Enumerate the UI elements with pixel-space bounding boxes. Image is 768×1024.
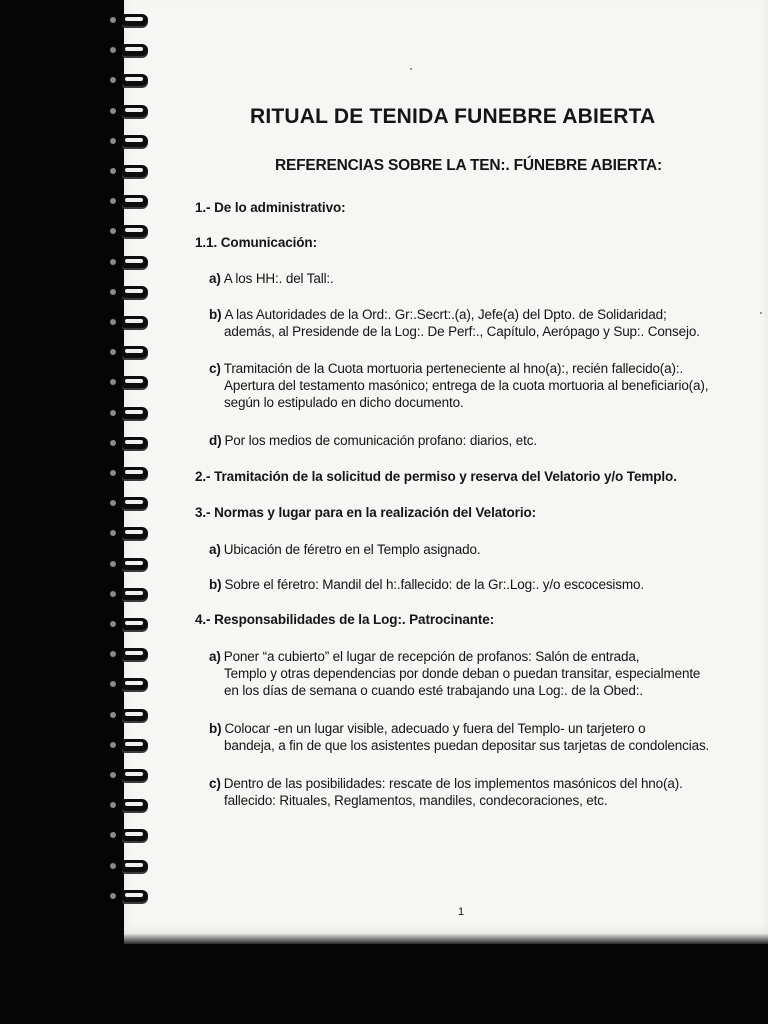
binding-hole [110, 379, 116, 385]
item-label: a) [209, 649, 221, 664]
binding-hole [110, 108, 116, 114]
spiral-coil [122, 709, 148, 721]
spiral-coil [122, 346, 148, 358]
section-heading-4: 4.- Responsabilidades de la Log:. Patrocinante: [195, 612, 495, 627]
binding-hole [110, 168, 116, 174]
spiral-coil [122, 195, 148, 207]
paper-bottom-shadow [124, 934, 768, 944]
binding-hole [110, 712, 116, 718]
binding-hole [110, 893, 116, 899]
item-text: Colocar -en un lugar visible, adecuado y fuera del Templo- un tarjetero o [224, 721, 646, 736]
spiral-coil [122, 316, 148, 328]
binding-hole [110, 259, 116, 265]
binding-hole [110, 832, 116, 838]
binding-hole [110, 561, 116, 567]
list-item [209, 360, 734, 411]
spiral-coil [122, 105, 148, 117]
spiral-coil [122, 256, 148, 268]
binding-hole [110, 349, 116, 355]
item-text: Tramitación de la Cuota mortuoria perteneciente al hno(a):, recién fallecido(a):. [223, 361, 684, 376]
binding-hole [110, 228, 116, 234]
spiral-coil [122, 135, 148, 147]
spiral-coil [122, 407, 148, 419]
dust-speck [760, 312, 762, 314]
item-label: b) [209, 307, 222, 322]
dust-speck [410, 68, 412, 70]
item-label: b) [209, 721, 222, 736]
binding-hole [110, 198, 116, 204]
item-text: fallecido: Rituales, Reglamentos, mandiles, condecoraciones, etc. [224, 793, 608, 808]
binding-hole [110, 591, 116, 597]
item-text: Apertura del testamento masónico; entrega de la cuota mortuoria al beneficiario(a), [224, 378, 709, 393]
binding-hole [110, 77, 116, 83]
spiral-coil [122, 14, 148, 26]
spiral-coil [122, 527, 148, 539]
item-text: además, al Presidende de la Log:. De Perf:., Capítulo, Aerópago y Sup:. Consejo. [224, 324, 700, 339]
item-text: según lo estipulado en dicho documento. [224, 395, 464, 410]
spiral-coil [122, 890, 148, 902]
spiral-coil [122, 225, 148, 237]
list-item [209, 775, 734, 809]
item-text: Ubicación de féretro en el Templo asignado. [223, 542, 481, 557]
document-title: RITUAL DE TENIDA FUNEBRE ABIERTA [250, 105, 656, 128]
binding-hole [110, 772, 116, 778]
section-heading-1: 1.- De lo administrativo: [195, 200, 346, 215]
binding-hole [110, 802, 116, 808]
list-item [209, 576, 734, 593]
item-label: d) [209, 433, 222, 448]
binding-hole [110, 621, 116, 627]
list-item [209, 648, 734, 699]
spiral-coil [122, 497, 148, 509]
list-item [209, 306, 734, 340]
binding-hole [110, 410, 116, 416]
spiral-coil [122, 588, 148, 600]
binding-hole [110, 863, 116, 869]
item-label: a) [209, 271, 221, 286]
spiral-coil [122, 44, 148, 56]
spiral-coil [122, 558, 148, 570]
spiral-coil [122, 618, 148, 630]
binding-hole [110, 440, 116, 446]
spiral-coil [122, 648, 148, 660]
section-heading-3: 3.- Normas y lugar para en la realización del Velatorio: [195, 505, 537, 520]
spiral-coil [122, 829, 148, 841]
spiral-coil [122, 799, 148, 811]
item-text: A las Autoridades de la Ord:. Gr:.Secrt:.(a), Jefe(a) del Dpto. de Solidaridad; [224, 307, 667, 322]
item-label: c) [209, 776, 221, 791]
item-text: en los días de semana o cuando esté trabajando una Log:. de la Obed:. [224, 683, 643, 698]
item-text: Dentro de las posibilidades: rescate de los implementos masónicos del hno(a). [223, 776, 683, 791]
list-item [209, 270, 734, 287]
item-label: c) [209, 361, 221, 376]
item-text: Sobre el féretro: Mandil del h:.fallecido: de la Gr:.Log:. y/o escocesismo. [224, 577, 644, 592]
page-number: 1 [458, 906, 465, 918]
spiral-binding [108, 0, 152, 930]
item-text: Poner “a cubierto” el lugar de recepción de profanos: Salón de entrada, [223, 649, 640, 664]
item-label: a) [209, 542, 221, 557]
binding-hole [110, 289, 116, 295]
section-heading-2: 2.- Tramitación de la solicitud de permiso y reserva del Velatorio y/o Templo. [195, 469, 677, 484]
spiral-coil [122, 437, 148, 449]
binding-hole [110, 138, 116, 144]
section-heading-1-1: 1.1. Comunicación: [195, 235, 317, 250]
spiral-coil [122, 769, 148, 781]
spiral-coil [122, 376, 148, 388]
binding-hole [110, 500, 116, 506]
binding-hole [110, 47, 116, 53]
list-item [209, 432, 734, 449]
item-text: Por los medios de comunicación profano: diarios, etc. [224, 433, 537, 448]
binding-hole [110, 651, 116, 657]
binding-hole [110, 742, 116, 748]
binding-hole [110, 319, 116, 325]
spiral-coil [122, 286, 148, 298]
item-text: bandeja, a fin de que los asistentes puedan depositar sus tarjetas de condolencias. [224, 738, 710, 753]
list-item [209, 720, 734, 754]
spiral-coil [122, 860, 148, 872]
spiral-coil [122, 467, 148, 479]
spiral-coil [122, 678, 148, 690]
list-item [209, 541, 734, 558]
binding-hole [110, 681, 116, 687]
binding-hole [110, 17, 116, 23]
binding-hole [110, 530, 116, 536]
spiral-coil [122, 739, 148, 751]
document-subtitle: REFERENCIAS SOBRE LA TEN:. FÚNEBRE ABIERTA: [275, 157, 662, 174]
item-text: Templo y otras dependencias por donde deban o puedan transitar, especialmente [224, 666, 701, 681]
item-label: b) [209, 577, 222, 592]
binding-hole [110, 470, 116, 476]
spiral-coil [122, 165, 148, 177]
spiral-coil [122, 74, 148, 86]
item-text: A los HH:. del Tall:. [223, 271, 334, 286]
